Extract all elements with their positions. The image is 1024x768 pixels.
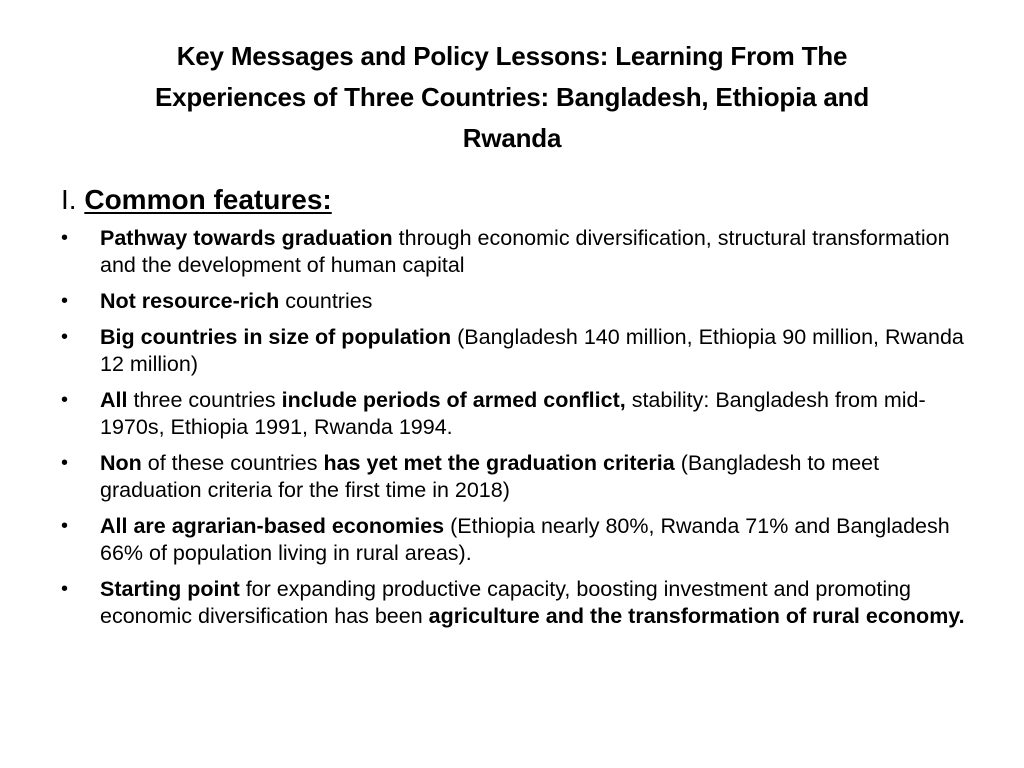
bullet-dot-icon: • [61,326,69,348]
bullet-text: (Ethiopia nearly 80%, Rwanda 71% and Bangladesh 66% of population living in rural areas). [100,514,950,565]
bullet-text: for expanding productive capacity, boosting investment and promoting economic diversification has been [100,577,912,628]
bullet-text-bold: agriculture and the transformation of rural economy. [428,604,965,628]
bullet-text: countries [279,289,373,313]
bullet-text-bold: Starting point [100,577,240,601]
bullet-text-bold: All [100,388,128,412]
bullet-item [61,225,971,279]
bullet-dot-icon: • [61,578,69,600]
bullet-item [61,576,971,630]
bullet-text-bold: Big countries in size of population [100,325,452,349]
section-heading-text: Common features: [84,184,332,215]
bullet-text: through economic diversification, structural transformation and the development of human capital [100,226,950,277]
bullet-item [61,288,971,315]
bullet-text: (Bangladesh 140 million, Ethiopia 90 million, Rwanda 12 million) [100,325,964,376]
bullet-item [61,324,971,378]
bullet-text-bold: All are agrarian-based economies [100,514,445,538]
bullet-text: of these countries [141,451,324,475]
section-heading [61,180,332,220]
bullet-text: three countries [127,388,282,412]
bullet-dot-icon: • [61,452,69,474]
bullet-dot-icon: • [61,227,69,249]
bullet-dot-icon: • [61,515,69,537]
bullet-item [61,450,971,504]
bullet-text-bold: Pathway towards graduation [100,226,393,250]
bullet-text-bold: Non [100,451,142,475]
bullet-text: stability: Bangladesh from mid-1970s, Ethiopia 1991, Rwanda 1994. [100,388,926,439]
bullet-item [61,513,971,567]
bullet-item [61,387,971,441]
bullet-text-bold: has yet met the graduation criteria [323,451,675,475]
slide-title [80,36,944,159]
title-line: Rwanda [462,123,562,153]
section-number: I. [61,184,85,215]
title-line: Key Messages and Policy Lessons: Learning From The [176,41,848,71]
bullet-text: (Bangladesh to meet graduation criteria for the first time in 2018) [100,451,880,502]
bullet-text-bold: include periods of armed conflict, [281,388,626,412]
bullet-dot-icon: • [61,389,69,411]
bullet-dot-icon: • [61,290,69,312]
bullet-list [61,225,971,639]
bullet-text-bold: Not resource-rich [100,289,280,313]
title-line: Experiences of Three Countries: Bangladesh, Ethiopia and [154,82,870,112]
